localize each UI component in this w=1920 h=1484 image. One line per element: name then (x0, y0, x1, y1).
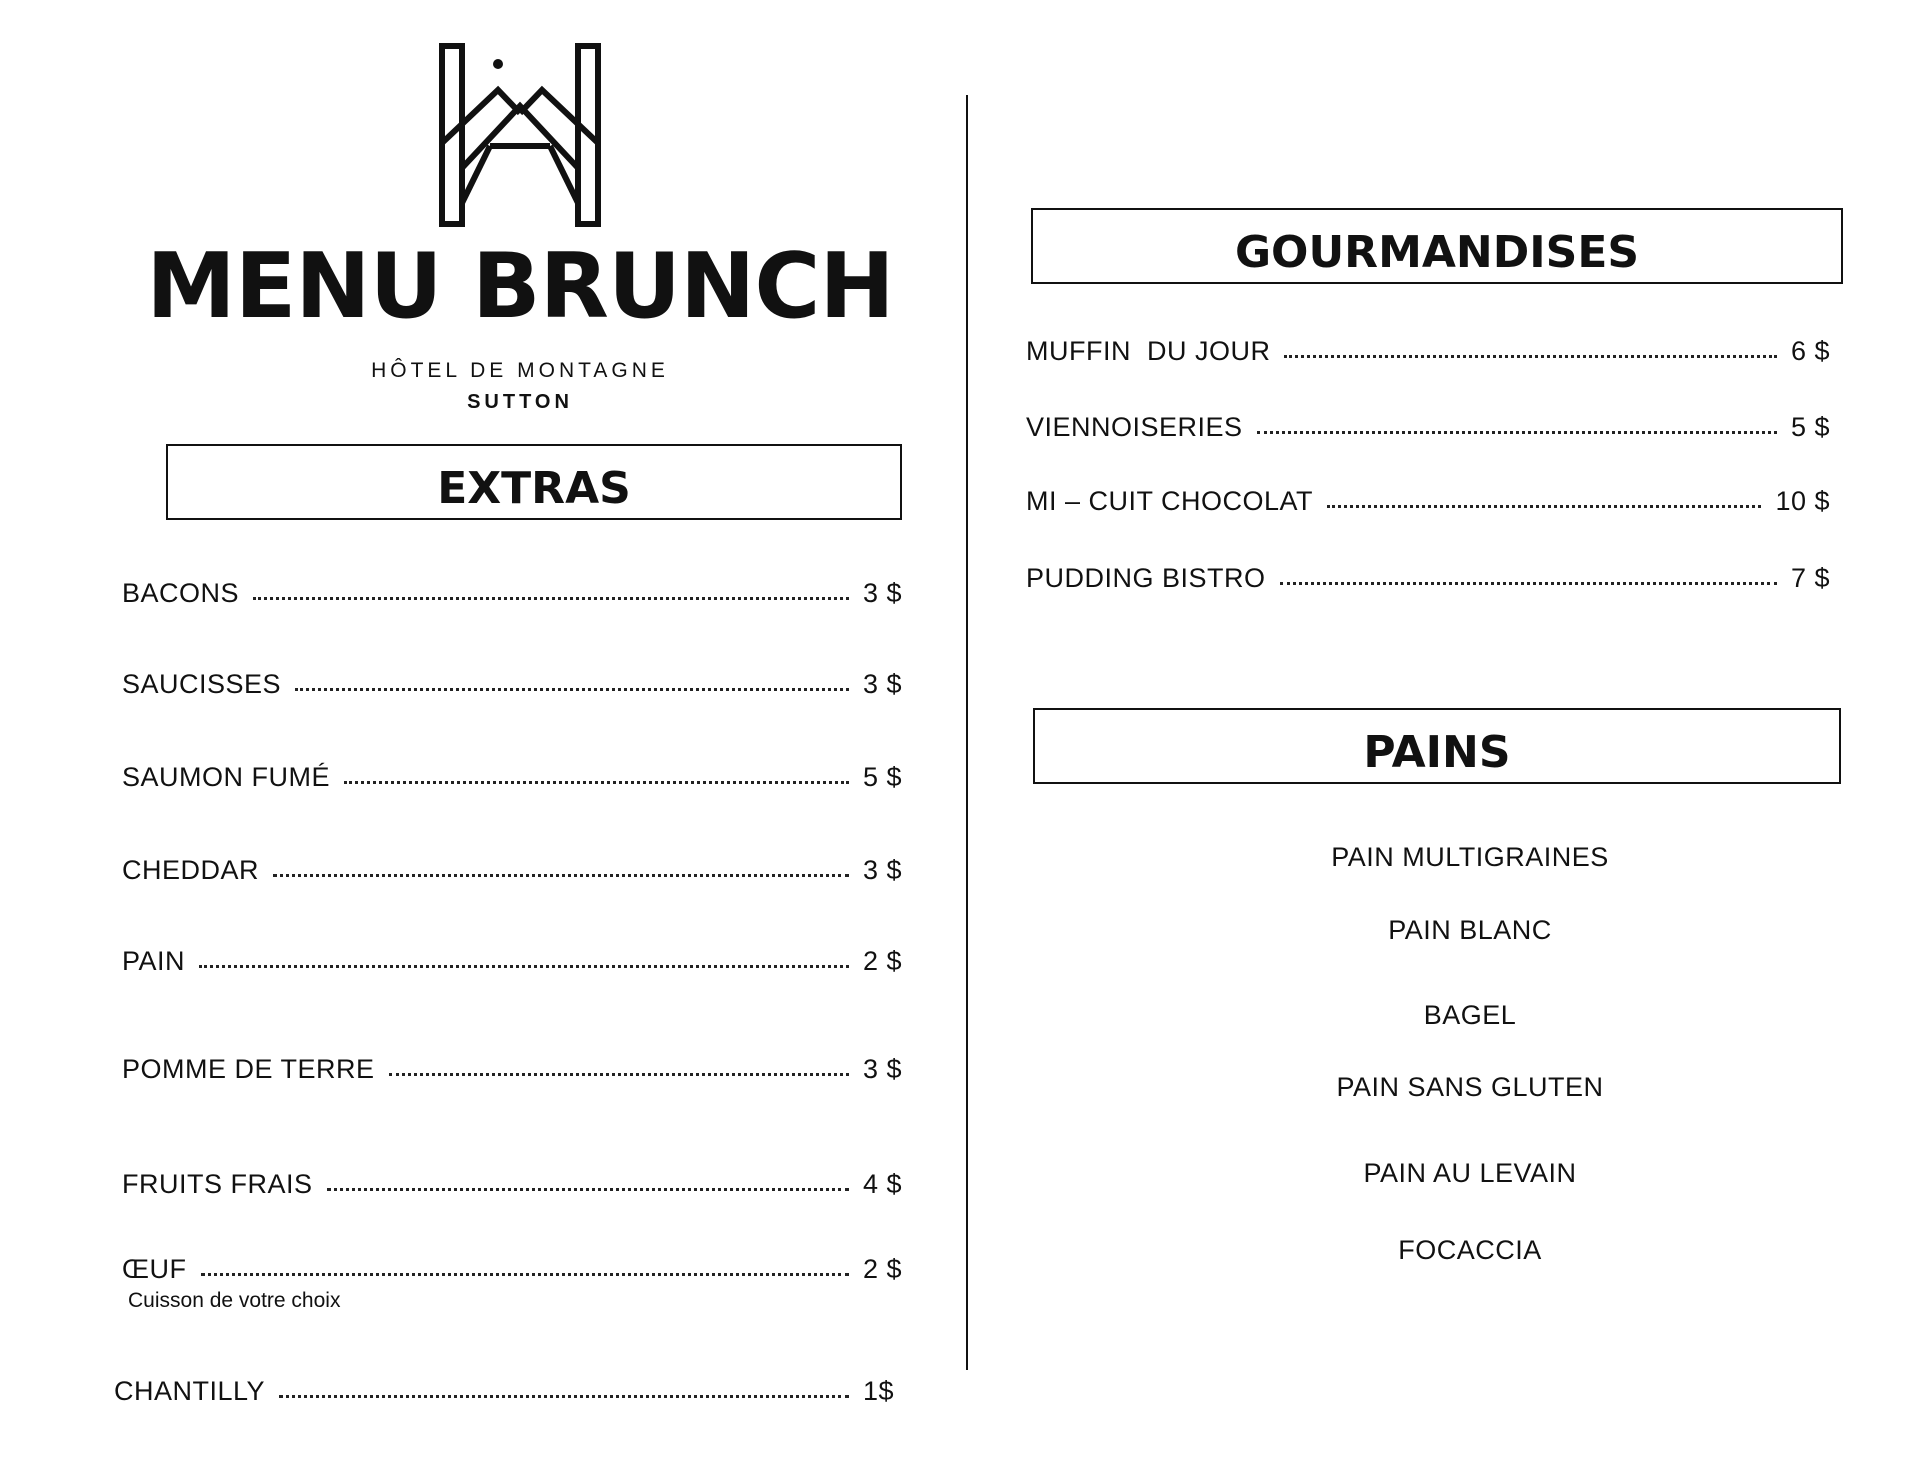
page-title: MENU BRUNCH (146, 234, 894, 339)
menu-item-saumon-fume (122, 760, 902, 794)
section-heading-gourmandises-label: GOURMANDISES (1234, 227, 1640, 278)
bread-item-bagel: BAGEL (1423, 1000, 1517, 1030)
item-name: ŒUF (122, 1254, 187, 1284)
dotted-leader (201, 1273, 849, 1276)
dotted-leader (295, 688, 849, 691)
item-note-oeuf: Cuisson de votre choix (128, 1289, 341, 1312)
item-price: 3 $ (862, 855, 902, 885)
bread-item-sans-gluten: PAIN SANS GLUTEN (1336, 1072, 1604, 1102)
item-name: VIENNOISERIES (1026, 412, 1243, 442)
item-price: 10 $ (1775, 486, 1830, 516)
dotted-leader (344, 781, 849, 784)
menu-item-pomme-de-terre (122, 1052, 902, 1086)
menu-item-fruits-frais (122, 1167, 902, 1201)
hotel-mountain-h-logo-icon (430, 38, 610, 228)
menu-item-cheddar (122, 853, 902, 887)
item-name: MUFFIN DU JOUR (1026, 336, 1271, 366)
dotted-leader (273, 874, 849, 877)
item-name: POMME DE TERRE (122, 1054, 375, 1084)
menu-item-pudding-bistro (1026, 561, 1830, 595)
section-heading-pains (1033, 708, 1841, 784)
menu-item-saucisses (122, 667, 902, 701)
item-price: 2 $ (862, 946, 902, 976)
dotted-leader (1284, 355, 1776, 358)
item-name: BACONS (122, 578, 240, 608)
menu-item-oeuf (122, 1252, 902, 1286)
item-name: CHEDDAR (122, 855, 260, 885)
hotel-location: SUTTON (467, 391, 573, 413)
item-price: 7 $ (1790, 563, 1830, 593)
item-price: 5 $ (862, 762, 902, 792)
menu-item-viennoiseries (1026, 410, 1830, 444)
item-name: SAUMON FUMÉ (122, 762, 330, 792)
item-name: CHANTILLY (114, 1376, 266, 1406)
item-price: 3 $ (862, 578, 902, 608)
item-price: 1$ (862, 1376, 894, 1406)
item-name: SAUCISSES (122, 669, 282, 699)
dotted-leader (327, 1188, 849, 1191)
bread-item-focaccia: FOCACCIA (1398, 1235, 1542, 1265)
menu-item-bacons (122, 576, 902, 610)
bread-item-multigraines: PAIN MULTIGRAINES (1331, 842, 1609, 872)
dotted-leader (389, 1073, 849, 1076)
section-heading-extras (166, 444, 902, 520)
hotel-name: HÔTEL DE MONTAGNE (371, 359, 669, 382)
item-name: MI – CUIT CHOCOLAT (1026, 486, 1314, 516)
item-price: 4 $ (862, 1169, 902, 1199)
dotted-leader (1257, 431, 1777, 434)
item-price: 3 $ (862, 1054, 902, 1084)
menu-item-muffin-du-jour (1026, 334, 1830, 368)
dotted-leader (279, 1395, 849, 1398)
menu-item-chantilly (114, 1374, 894, 1408)
dotted-leader (199, 965, 849, 968)
section-heading-gourmandises (1031, 208, 1843, 284)
item-price: 6 $ (1790, 336, 1830, 366)
item-price: 3 $ (862, 669, 902, 699)
item-price: 2 $ (862, 1254, 902, 1284)
column-divider (966, 95, 968, 1370)
dotted-leader (1327, 505, 1761, 508)
item-name: PUDDING BISTRO (1026, 563, 1266, 593)
menu-item-mi-cuit-chocolat (1026, 484, 1830, 518)
item-price: 5 $ (1790, 412, 1830, 442)
item-name: FRUITS FRAIS (122, 1169, 313, 1199)
bread-item-blanc: PAIN BLANC (1388, 915, 1552, 945)
menu-item-pain (122, 944, 902, 978)
item-name: PAIN (122, 946, 186, 976)
section-heading-pains-label: PAINS (1363, 727, 1511, 778)
bread-item-levain: PAIN AU LEVAIN (1363, 1158, 1577, 1188)
section-heading-extras-label: EXTRAS (437, 463, 631, 514)
dotted-leader (1280, 582, 1777, 585)
dotted-leader (253, 597, 849, 600)
